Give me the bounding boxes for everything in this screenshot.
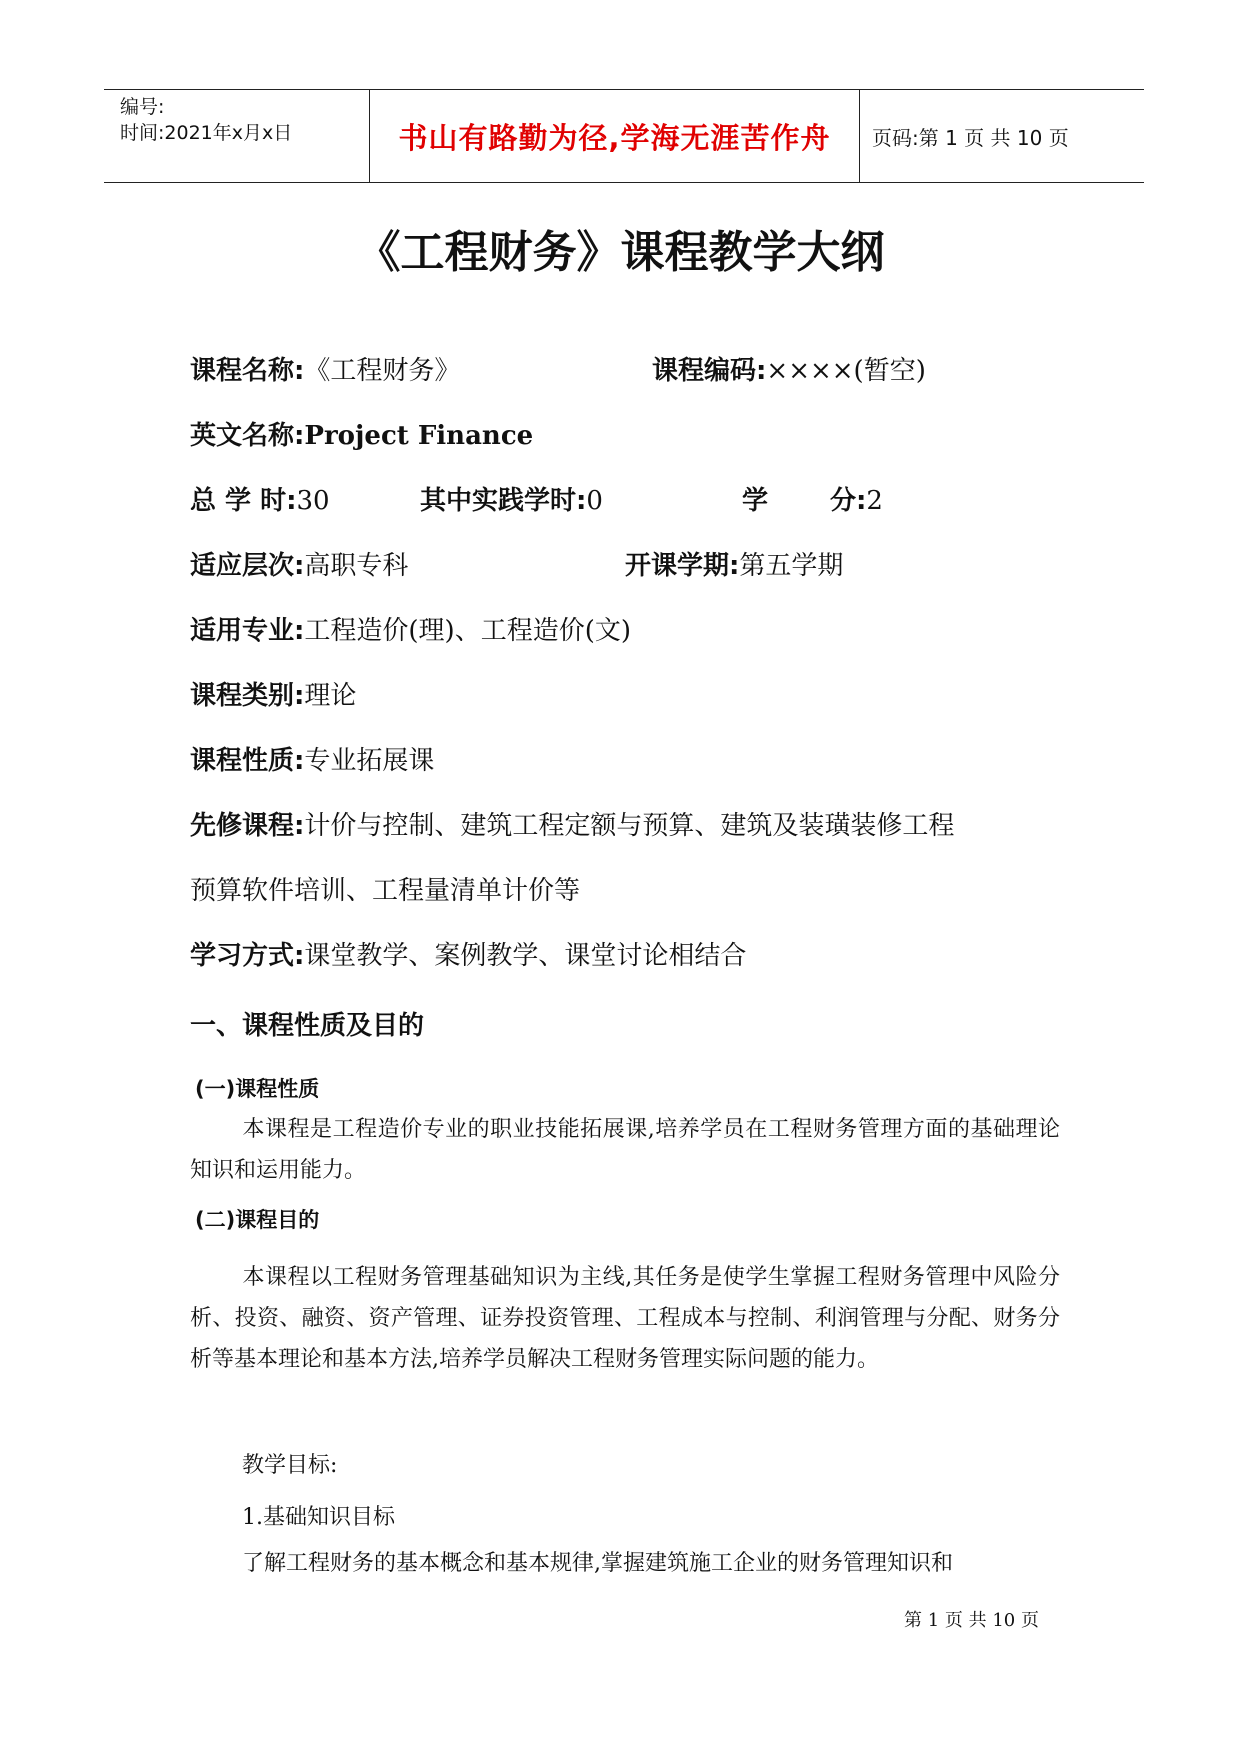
prereq-row	[190, 805, 954, 842]
total-hours-label: 总 学 时:	[190, 486, 297, 516]
header-meta-cell	[104, 90, 370, 182]
major-value: 工程造价(理)、工程造价(文)	[304, 616, 631, 646]
major-label: 适用专业:	[190, 616, 305, 646]
total-hours-row	[190, 480, 330, 517]
major-row	[190, 610, 631, 647]
header-page-cell	[860, 90, 1144, 182]
header-motto-cell	[370, 90, 860, 182]
semester-label: 开课学期:	[625, 551, 740, 581]
level-value: 高职专科	[304, 551, 409, 581]
practice-hours-row	[420, 480, 603, 517]
header-motto: 书山有路勤为径,学海无涯苦作舟	[398, 120, 831, 155]
level-label: 适应层次:	[190, 551, 305, 581]
course-code-row	[652, 350, 926, 387]
english-name-value: Project Finance	[304, 421, 534, 451]
header-page-info: 页码:第 1 页 共 10 页	[872, 125, 1069, 150]
subsection1-heading: (一)课程性质	[195, 1077, 320, 1101]
credit-label-part1	[742, 480, 768, 517]
document-number-label: 编号:	[120, 96, 165, 118]
category-value: 理论	[304, 681, 357, 711]
method-row	[190, 935, 746, 972]
course-name-label: 课程名称:	[190, 356, 305, 386]
total-hours-value: 30	[296, 486, 330, 516]
subsection2-text: 本课程以工程财务管理基础知识为主线,其任务是使学生掌握工程财务管理中风险分析、投资、融资、资产管理、证券投资管理、工程成本与控制、利润管理与分配、财务分析等基本理论和基本方法,培养学员解决工程财务管理实际问题的能力。	[190, 1265, 1060, 1372]
category-row	[190, 675, 356, 712]
practice-hours-label: 其中实践学时:	[420, 486, 587, 516]
credit-value: 2	[866, 486, 883, 516]
practice-hours-value: 0	[586, 486, 603, 516]
nature-label: 课程性质:	[190, 746, 305, 776]
subsection1-text: 本课程是工程造价专业的职业技能拓展课,培养学员在工程财务管理方面的基础理论知识和运用能力。	[190, 1117, 1060, 1183]
subsection2-heading: (二)课程目的	[195, 1208, 320, 1232]
goal1-label: 1.基础知识目标	[242, 1505, 395, 1530]
english-name-label: 英文名称:	[190, 421, 305, 451]
course-code-value: ××××(暂空)	[766, 356, 926, 386]
page-footer: 第 1 页 共 10 页	[904, 1610, 1039, 1631]
course-name-row	[190, 350, 460, 387]
prereq-value-line2: 预算软件培训、工程量清单计价等	[190, 876, 581, 906]
header-table	[104, 89, 1144, 183]
prereq-label: 先修课程:	[190, 811, 305, 841]
goal1-text: 了解工程财务的基本概念和基本规律,掌握建筑施工企业的财务管理知识和	[242, 1551, 953, 1576]
semester-value: 第五学期	[739, 551, 844, 581]
subsection1-paragraph	[190, 1109, 1060, 1191]
subsection2-paragraph	[190, 1257, 1060, 1380]
teaching-goals-label: 教学目标:	[242, 1453, 338, 1478]
nature-value: 专业拓展课	[304, 746, 435, 776]
document-title: 《工程财务》课程教学大纲	[356, 227, 885, 278]
english-name-row	[190, 415, 533, 452]
credit-label-first: 学	[742, 486, 769, 516]
course-name-value: 《工程财务》	[304, 356, 461, 386]
course-code-label: 课程编码:	[652, 356, 767, 386]
method-value: 课堂教学、案例教学、课堂讨论相结合	[304, 941, 747, 971]
method-label: 学习方式:	[190, 941, 305, 971]
section1-heading: 一、课程性质及目的	[190, 1011, 425, 1041]
nature-row	[190, 740, 434, 777]
prereq-row-cont	[190, 870, 580, 907]
prereq-value-line1: 计价与控制、建筑工程定额与预算、建筑及装璜装修工程	[304, 811, 955, 841]
level-row	[190, 545, 408, 582]
document-time-label: 时间:2021年x月x日	[120, 122, 293, 144]
credit-label: 分:	[830, 486, 867, 516]
category-label: 课程类别:	[190, 681, 305, 711]
credit-row	[830, 480, 883, 517]
semester-row	[625, 545, 843, 582]
